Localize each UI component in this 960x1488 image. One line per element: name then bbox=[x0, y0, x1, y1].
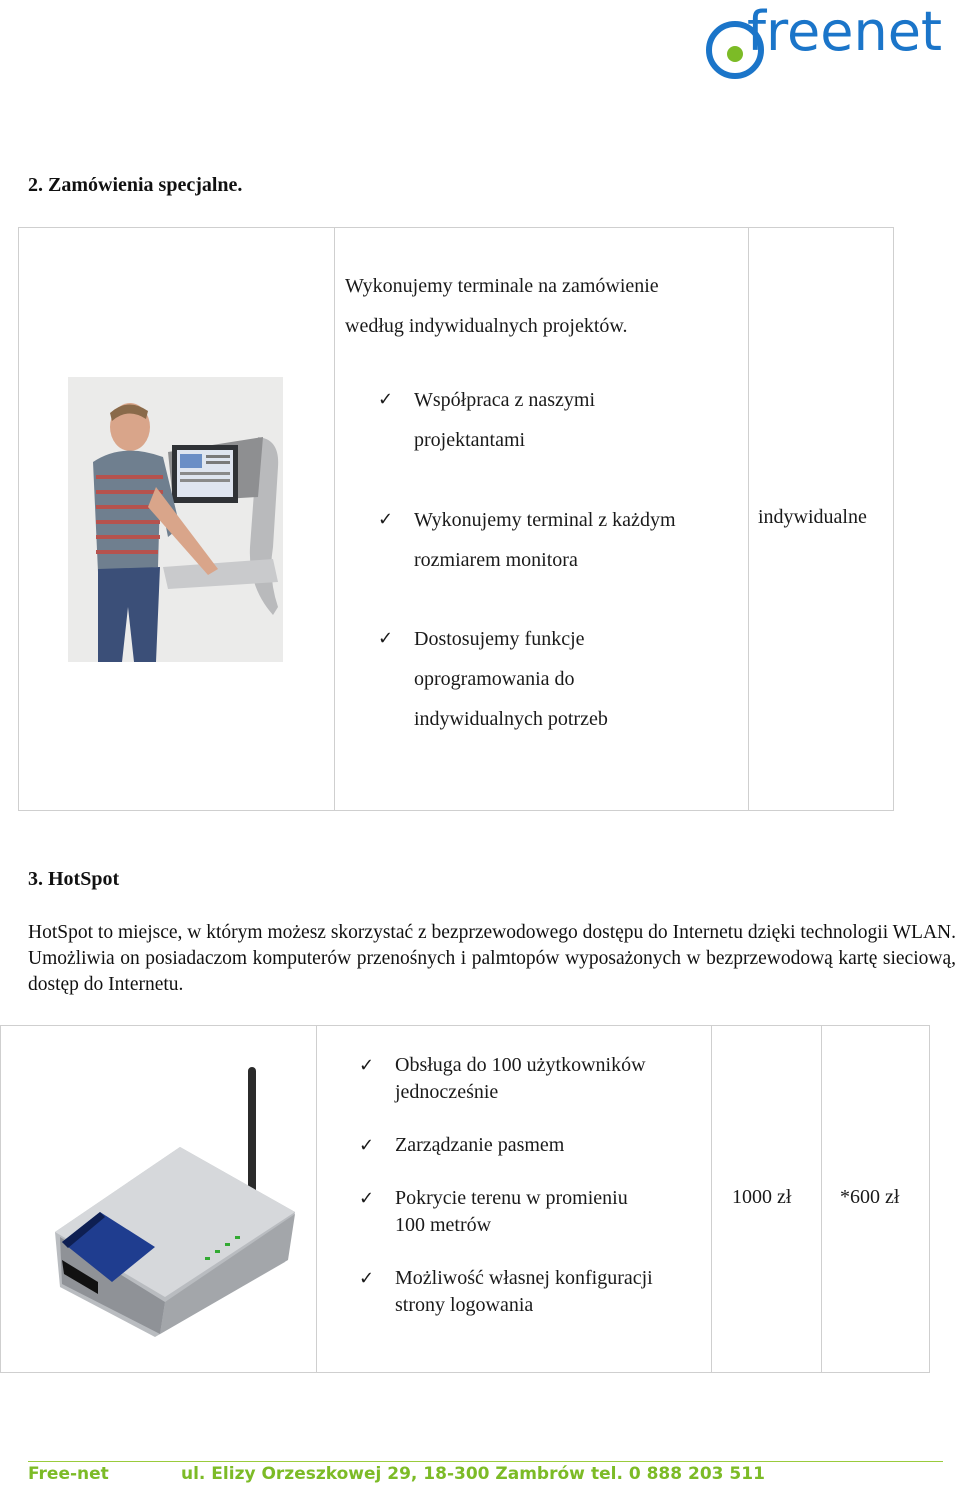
check-icon: ✓ bbox=[359, 1188, 375, 1209]
freenet-logo bbox=[703, 2, 953, 82]
hotspot-description: HotSpot to miejsce, w którym możesz skorzystać z bezprzewodowego dostępu do Internetu dzięki technologii WLAN. Umożliwia on posiadaczom komputerów przenośnych i palmtopów wyposażonych w bezprzewodową kartę sieciową, dostęp do Internetu. bbox=[28, 922, 956, 995]
terminal-intro: Wykonujemy terminale na zamówienie według indywidualnych projektów. bbox=[345, 275, 659, 337]
hotspot-price: 1000 zł bbox=[732, 1186, 792, 1208]
check-icon: ✓ bbox=[359, 1135, 375, 1156]
hotspot-promo-price: *600 zł bbox=[840, 1186, 900, 1208]
check-icon: ✓ bbox=[359, 1268, 375, 1289]
check-icon: ✓ bbox=[378, 628, 394, 649]
terminal-price: indywidualne bbox=[758, 506, 867, 528]
check-icon: ✓ bbox=[378, 389, 394, 410]
footer-phone: tel. 0 888 203 511 bbox=[591, 1464, 765, 1484]
kiosk-photo bbox=[68, 377, 283, 662]
svg-text:freenet: freenet bbox=[747, 2, 943, 63]
section-heading-hotspot: 3. HotSpot bbox=[28, 868, 120, 890]
footer-company: Free-net bbox=[28, 1464, 109, 1484]
footer-divider bbox=[28, 1461, 943, 1462]
check-icon: ✓ bbox=[378, 509, 394, 530]
check-icon: ✓ bbox=[359, 1055, 375, 1076]
router-photo bbox=[40, 1062, 310, 1342]
section-heading-special-orders: 2. Zamówienia specjalne. bbox=[28, 174, 243, 196]
footer-address: ul. Elizy Orzeszkowej 29, 18-300 Zambrów bbox=[181, 1464, 585, 1484]
